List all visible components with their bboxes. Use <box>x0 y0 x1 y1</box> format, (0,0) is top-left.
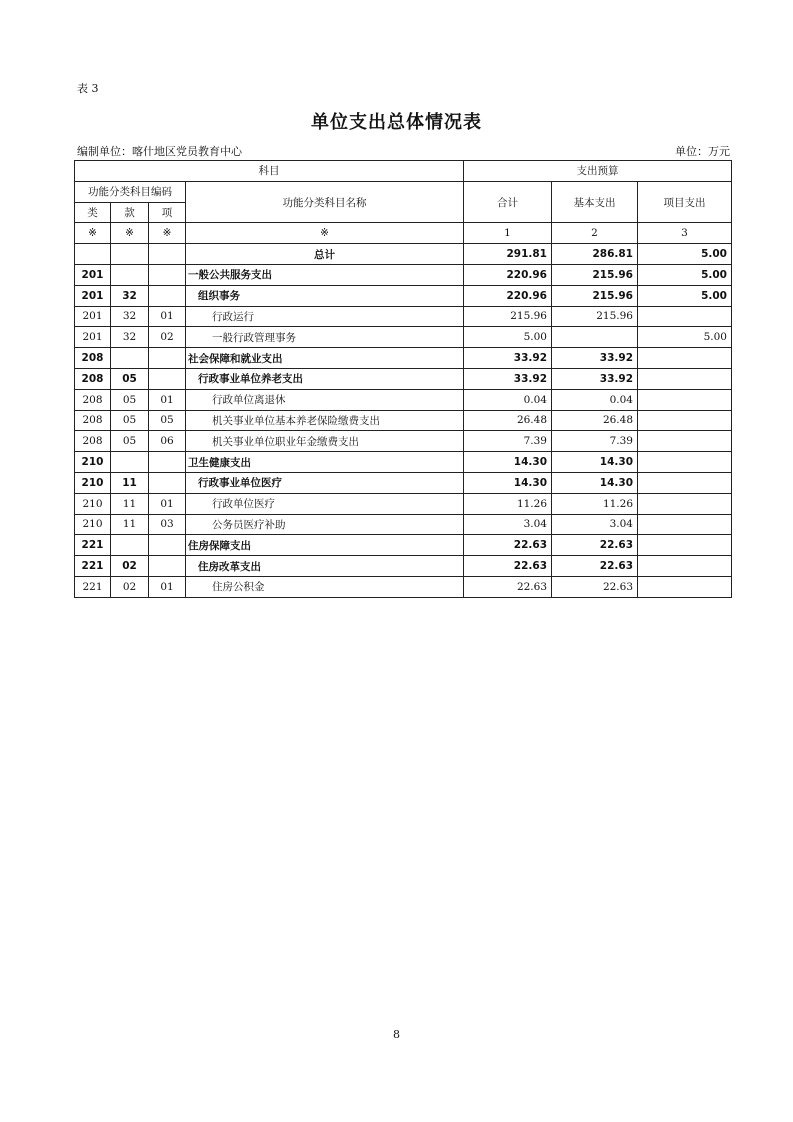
header-row-4 <box>75 223 732 244</box>
cell-lei: 221 <box>75 556 111 577</box>
cell-total: 215.96 <box>464 306 552 327</box>
table-row <box>75 576 732 597</box>
cell-basic: 14.30 <box>552 452 638 473</box>
cell-project <box>638 431 732 452</box>
cell-kuan <box>111 264 149 285</box>
cell-lei: 208 <box>75 389 111 410</box>
cell-xiang <box>149 264 186 285</box>
cell-basic: 0.04 <box>552 389 638 410</box>
mark-lei: ※ <box>75 223 111 244</box>
cell-project <box>638 368 732 389</box>
cell-kuan: 32 <box>111 285 149 306</box>
cell-xiang <box>149 472 186 493</box>
cell-basic: 215.96 <box>552 285 638 306</box>
table-row <box>75 285 732 306</box>
header-name: 功能分类科目名称 <box>186 181 464 223</box>
cell-kuan: 11 <box>111 493 149 514</box>
cell-project <box>638 514 732 535</box>
cell-name: 总计 <box>186 244 464 265</box>
header-lei: 类 <box>75 202 111 223</box>
cell-project: 5.00 <box>638 244 732 265</box>
cell-basic: 22.63 <box>552 535 638 556</box>
cell-total: 11.26 <box>464 493 552 514</box>
col-index-3: 3 <box>638 223 732 244</box>
cell-name: 行政单位离退休 <box>186 389 464 410</box>
mark-xiang: ※ <box>149 223 186 244</box>
header-basic: 基本支出 <box>552 181 638 223</box>
cell-name: 住房公积金 <box>186 576 464 597</box>
cell-xiang <box>149 556 186 577</box>
table-row <box>75 493 732 514</box>
cell-total: 291.81 <box>464 244 552 265</box>
cell-project <box>638 556 732 577</box>
table-row <box>75 514 732 535</box>
cell-kuan: 32 <box>111 306 149 327</box>
cell-basic: 33.92 <box>552 348 638 369</box>
table-row <box>75 264 732 285</box>
table-row <box>75 368 732 389</box>
cell-name: 行政单位医疗 <box>186 493 464 514</box>
table-number-label: 表 3 <box>77 82 99 95</box>
cell-basic: 14.30 <box>552 472 638 493</box>
cell-name: 卫生健康支出 <box>186 452 464 473</box>
cell-name: 一般行政管理事务 <box>186 327 464 348</box>
cell-xiang <box>149 452 186 473</box>
header-project: 项目支出 <box>638 181 732 223</box>
cell-xiang: 01 <box>149 576 186 597</box>
cell-total: 7.39 <box>464 431 552 452</box>
cell-kuan <box>111 452 149 473</box>
cell-xiang <box>149 244 186 265</box>
table-row <box>75 306 732 327</box>
cell-name: 机关事业单位基本养老保险缴费支出 <box>186 410 464 431</box>
cell-xiang <box>149 368 186 389</box>
cell-kuan: 32 <box>111 327 149 348</box>
cell-total: 14.30 <box>464 472 552 493</box>
cell-kuan: 11 <box>111 472 149 493</box>
mark-name: ※ <box>186 223 464 244</box>
header-subject: 科目 <box>75 161 464 182</box>
table-row <box>75 535 732 556</box>
table-row <box>75 472 732 493</box>
cell-lei: 210 <box>75 493 111 514</box>
cell-lei: 208 <box>75 431 111 452</box>
table-row <box>75 556 732 577</box>
cell-project: 5.00 <box>638 264 732 285</box>
cell-xiang: 01 <box>149 306 186 327</box>
cell-project: 5.00 <box>638 327 732 348</box>
cell-kuan: 02 <box>111 556 149 577</box>
cell-kuan: 11 <box>111 514 149 535</box>
table-row <box>75 327 732 348</box>
cell-total: 5.00 <box>464 327 552 348</box>
cell-lei: 221 <box>75 576 111 597</box>
cell-basic: 11.26 <box>552 493 638 514</box>
cell-name: 社会保障和就业支出 <box>186 348 464 369</box>
cell-name: 公务员医疗补助 <box>186 514 464 535</box>
cell-name: 组织事务 <box>186 285 464 306</box>
cell-lei: 201 <box>75 285 111 306</box>
cell-lei: 208 <box>75 348 111 369</box>
header-row-2 <box>75 181 732 202</box>
cell-xiang <box>149 348 186 369</box>
cell-basic: 22.63 <box>552 576 638 597</box>
cell-project <box>638 493 732 514</box>
expenditure-table <box>74 160 732 598</box>
cell-xiang: 02 <box>149 327 186 348</box>
cell-project <box>638 410 732 431</box>
header-code-group: 功能分类科目编码 <box>75 181 186 202</box>
col-index-2: 2 <box>552 223 638 244</box>
cell-total: 220.96 <box>464 285 552 306</box>
cell-name: 行政事业单位养老支出 <box>186 368 464 389</box>
cell-total: 220.96 <box>464 264 552 285</box>
currency-unit: 单位：万元 <box>675 145 730 158</box>
cell-lei: 221 <box>75 535 111 556</box>
cell-kuan: 05 <box>111 431 149 452</box>
cell-kuan <box>111 535 149 556</box>
cell-project: 5.00 <box>638 285 732 306</box>
cell-name: 住房保障支出 <box>186 535 464 556</box>
header-total: 合计 <box>464 181 552 223</box>
cell-basic: 3.04 <box>552 514 638 535</box>
cell-total: 14.30 <box>464 452 552 473</box>
header-budget: 支出预算 <box>464 161 732 182</box>
cell-total: 26.48 <box>464 410 552 431</box>
cell-basic <box>552 327 638 348</box>
cell-lei: 201 <box>75 327 111 348</box>
cell-kuan: 05 <box>111 389 149 410</box>
cell-lei: 208 <box>75 368 111 389</box>
cell-xiang: 06 <box>149 431 186 452</box>
table-row <box>75 348 732 369</box>
cell-lei: 210 <box>75 452 111 473</box>
page-number: 8 <box>393 1028 400 1041</box>
cell-total: 22.63 <box>464 535 552 556</box>
cell-lei <box>75 244 111 265</box>
cell-total: 22.63 <box>464 556 552 577</box>
cell-project <box>638 472 732 493</box>
table-row <box>75 389 732 410</box>
table-row <box>75 244 732 265</box>
cell-lei: 210 <box>75 472 111 493</box>
cell-lei: 201 <box>75 306 111 327</box>
cell-basic: 26.48 <box>552 410 638 431</box>
cell-total: 0.04 <box>464 389 552 410</box>
cell-xiang: 01 <box>149 493 186 514</box>
cell-basic: 215.96 <box>552 306 638 327</box>
cell-project <box>638 306 732 327</box>
cell-project <box>638 576 732 597</box>
cell-kuan <box>111 348 149 369</box>
col-index-1: 1 <box>464 223 552 244</box>
cell-project <box>638 389 732 410</box>
table-row <box>75 431 732 452</box>
cell-project <box>638 535 732 556</box>
table-row <box>75 452 732 473</box>
cell-total: 33.92 <box>464 348 552 369</box>
cell-name: 行政事业单位医疗 <box>186 472 464 493</box>
cell-total: 22.63 <box>464 576 552 597</box>
cell-xiang: 03 <box>149 514 186 535</box>
cell-basic: 215.96 <box>552 264 638 285</box>
cell-basic: 33.92 <box>552 368 638 389</box>
cell-total: 33.92 <box>464 368 552 389</box>
cell-kuan <box>111 244 149 265</box>
cell-kuan: 05 <box>111 410 149 431</box>
cell-xiang: 05 <box>149 410 186 431</box>
cell-basic: 22.63 <box>552 556 638 577</box>
header-row-1 <box>75 161 732 182</box>
cell-kuan: 05 <box>111 368 149 389</box>
cell-xiang <box>149 535 186 556</box>
cell-total: 3.04 <box>464 514 552 535</box>
cell-lei: 208 <box>75 410 111 431</box>
cell-name: 机关事业单位职业年金缴费支出 <box>186 431 464 452</box>
cell-project <box>638 452 732 473</box>
cell-name: 一般公共服务支出 <box>186 264 464 285</box>
header-kuan: 款 <box>111 202 149 223</box>
cell-xiang <box>149 285 186 306</box>
cell-basic: 286.81 <box>552 244 638 265</box>
header-xiang: 项 <box>149 202 186 223</box>
table-row <box>75 410 732 431</box>
cell-kuan: 02 <box>111 576 149 597</box>
page-title: 单位支出总体情况表 <box>311 112 482 133</box>
mark-kuan: ※ <box>111 223 149 244</box>
cell-basic: 7.39 <box>552 431 638 452</box>
cell-project <box>638 348 732 369</box>
cell-xiang: 01 <box>149 389 186 410</box>
compiling-unit: 编制单位：喀什地区党员教育中心 <box>77 145 242 158</box>
cell-lei: 210 <box>75 514 111 535</box>
cell-lei: 201 <box>75 264 111 285</box>
cell-name: 行政运行 <box>186 306 464 327</box>
cell-name: 住房改革支出 <box>186 556 464 577</box>
